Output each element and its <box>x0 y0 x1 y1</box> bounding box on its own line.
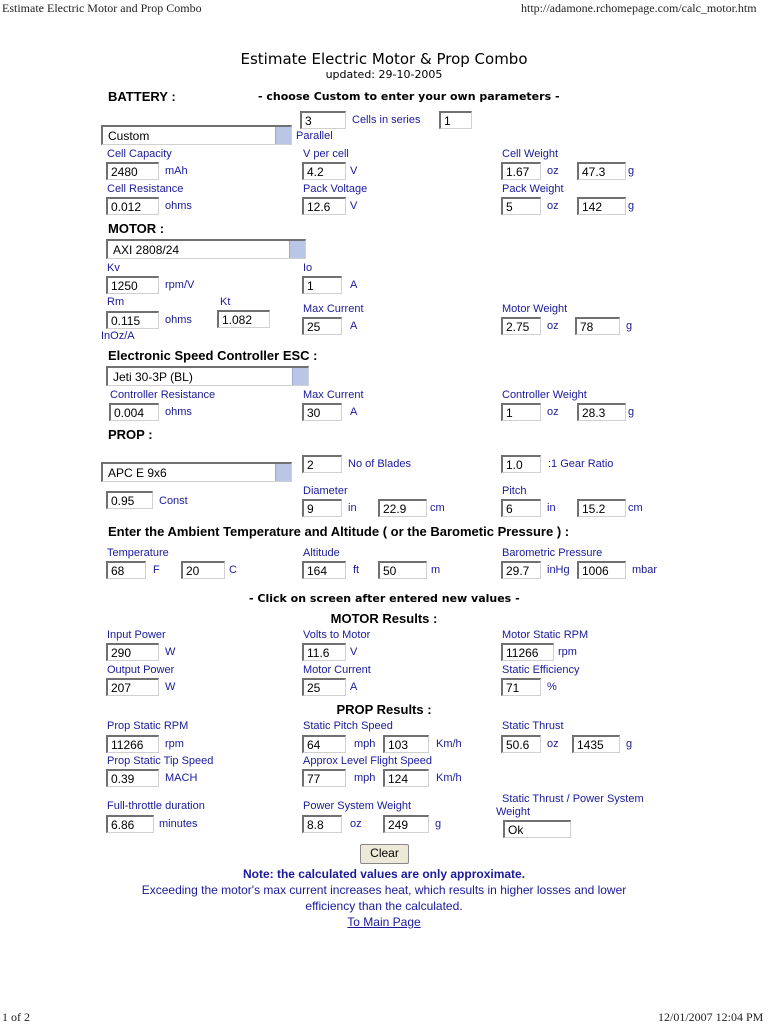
ohms-unit: ohms <box>165 406 192 418</box>
pack-weight-label: Pack Weight <box>502 183 564 195</box>
inoz-unit: InOz/A <box>101 330 135 342</box>
esc-max-current-label: Max Current <box>303 389 364 401</box>
kt-label: Kt <box>220 296 231 308</box>
mph-unit: mph <box>354 772 376 784</box>
esc-type-select[interactable] <box>106 366 309 386</box>
print-footer-page: 1 of 2 <box>2 1010 30 1024</box>
static-pitch-speed-mph-output: 64 <box>302 735 346 753</box>
battery-heading: BATTERY : <box>108 89 176 104</box>
system-weight-oz-output: 8.8 <box>302 815 342 833</box>
prop-heading: PROP : <box>108 427 153 442</box>
g-unit: g <box>435 818 442 830</box>
page-title: Estimate Electric Motor & Prop Combo <box>240 50 528 68</box>
g-unit: g <box>626 738 633 750</box>
input-power-label: Input Power <box>107 629 166 641</box>
v-per-cell-label: V per cell <box>303 148 349 160</box>
oz-unit: oz <box>350 818 362 830</box>
kv-input[interactable]: 1250 <box>106 276 159 294</box>
oz-unit: oz <box>547 738 559 750</box>
inhg-unit: inHg <box>547 564 570 576</box>
io-input[interactable]: 1 <box>302 276 342 294</box>
in-unit: in <box>547 502 556 514</box>
parallel-label: Parallel <box>296 130 333 142</box>
motor-static-rpm-output: 11266 <box>501 643 554 661</box>
prop-const-input[interactable]: 0.95 <box>106 491 153 509</box>
cell-weight-g-input[interactable]: 47.3 <box>577 162 626 180</box>
static-pitch-speed-kmh-output: 103 <box>383 735 429 753</box>
static-thrust-g-output: 1435 <box>572 735 620 753</box>
controller-resistance-input[interactable]: 0.004 <box>109 403 159 421</box>
temperature-f-input[interactable]: 68 <box>106 561 146 579</box>
barometric-inhg-input[interactable]: 29.7 <box>501 561 541 579</box>
static-thrust-label: Static Thrust <box>502 720 564 732</box>
tip-speed-output: 0.39 <box>106 769 159 787</box>
controller-weight-oz-input[interactable]: 1 <box>501 403 541 421</box>
motor-type-select[interactable] <box>106 239 306 259</box>
temperature-label: Temperature <box>107 547 169 559</box>
temperature-c-input[interactable]: 20 <box>181 561 225 579</box>
main-page-link[interactable]: To Main Page <box>347 915 421 929</box>
oz-unit: oz <box>547 165 559 177</box>
controller-resistance-label: Controller Resistance <box>110 389 216 401</box>
barometric-mbar-input[interactable]: 1006 <box>577 561 626 579</box>
controller-weight-label: Controller Weight <box>502 389 587 401</box>
rm-input[interactable]: 0.115 <box>106 311 159 329</box>
cell-weight-oz-input[interactable]: 1.67 <box>501 162 541 180</box>
v-unit: V <box>350 200 358 212</box>
esc-type-value: Jeti 30-3P (BL) <box>113 370 193 384</box>
cell-capacity-label: Cell Capacity <box>107 148 172 160</box>
print-header-url: http://adamone.rchomepage.com/calc_motor.htm <box>521 1 757 15</box>
altitude-ft-input[interactable]: 164 <box>302 561 346 579</box>
cell-resistance-input[interactable]: 0.012 <box>106 197 159 215</box>
pack-weight-oz-input[interactable]: 5 <box>501 197 541 215</box>
prop-results-heading: PROP Results : <box>336 702 432 717</box>
motor-max-current-label: Max Current <box>303 303 364 315</box>
blades-input[interactable]: 2 <box>302 455 342 473</box>
in-unit: in <box>348 502 357 514</box>
prop-static-rpm-label: Prop Static RPM <box>107 720 189 732</box>
approximate-note: Note: the calculated values are only approximate. <box>242 867 526 881</box>
kmh-unit: Km/h <box>436 738 462 750</box>
barometric-label: Barometric Pressure <box>502 547 603 559</box>
pitch-cm-input[interactable]: 15.2 <box>577 499 626 517</box>
static-efficiency-output: 71 <box>501 678 541 696</box>
tip-speed-label: Prop Static Tip Speed <box>107 755 214 767</box>
diameter-cm-input[interactable]: 22.9 <box>378 499 427 517</box>
print-footer-date: 12/01/2007 12:04 PM <box>658 1010 764 1024</box>
altitude-m-input[interactable]: 50 <box>378 561 427 579</box>
minutes-unit: minutes <box>159 818 198 830</box>
cell-capacity-unit: mAh <box>165 165 188 177</box>
flight-speed-kmh-output: 124 <box>383 769 429 787</box>
output-power-output: 207 <box>106 678 159 696</box>
pack-voltage-label: Pack Voltage <box>303 183 368 195</box>
altitude-label: Altitude <box>303 547 340 559</box>
input-power-output: 290 <box>106 643 159 661</box>
print-header-title: Estimate Electric Motor and Prop Combo <box>2 1 202 15</box>
ft-unit: ft <box>353 564 360 576</box>
warning-line-1: Exceeding the motor's max current increases heat, which results in higher losses and lower <box>141 883 627 897</box>
motor-max-current-input[interactable]: 25 <box>302 317 342 335</box>
a-unit: A <box>350 406 358 418</box>
duration-output: 6.86 <box>106 815 154 833</box>
system-weight-label: Power System Weight <box>303 800 412 812</box>
motor-results-heading: MOTOR Results : <box>330 611 438 626</box>
cells-series-input[interactable]: 3 <box>300 111 346 129</box>
battery-note: - choose Custom to enter your own parameters - <box>258 90 560 103</box>
pack-weight-g-input[interactable]: 142 <box>577 197 626 215</box>
oz-unit: oz <box>547 320 559 332</box>
system-weight-g-output: 249 <box>383 815 429 833</box>
rpm-unit: rpm <box>165 738 184 750</box>
m-unit: m <box>431 564 441 576</box>
ambient-heading: Enter the Ambient Temperature and Altitude ( or the Barometic Pressure ) : <box>108 524 570 539</box>
pitch-label: Pitch <box>502 485 527 497</box>
motor-weight-g-input[interactable]: 78 <box>575 317 620 335</box>
warning-line-2: efficiency than the calculated. <box>305 899 463 913</box>
w-unit: W <box>165 646 176 658</box>
blades-label: No of Blades <box>348 458 411 470</box>
clear-button[interactable]: Clear <box>360 844 409 864</box>
output-power-label: Output Power <box>107 664 175 676</box>
g-unit: g <box>628 406 635 418</box>
kt-input[interactable]: 1.082 <box>217 310 270 328</box>
cell-capacity-input[interactable]: 2480 <box>106 162 159 180</box>
dropdown-arrow-icon[interactable] <box>289 241 305 258</box>
duration-label: Full-throttle duration <box>107 800 205 812</box>
motor-current-label: Motor Current <box>303 664 371 676</box>
dropdown-arrow-icon[interactable] <box>275 464 291 481</box>
diameter-in-input[interactable]: 9 <box>302 499 342 517</box>
pitch-in-input[interactable]: 6 <box>501 499 541 517</box>
thrust-ratio-label: Static Thrust / Power System <box>502 793 644 805</box>
thrust-ratio-label-2: Weight <box>496 806 531 818</box>
thrust-ratio-output: Ok <box>503 820 571 838</box>
cells-series-label: Cells in series <box>352 114 421 126</box>
gear-ratio-input[interactable]: 1.0 <box>501 455 541 473</box>
kv-label: Kv <box>107 262 120 274</box>
controller-weight-g-input[interactable]: 28.3 <box>577 403 626 421</box>
motor-type-value: AXI 2808/24 <box>113 243 180 257</box>
f-unit: F <box>153 564 160 576</box>
g-unit: g <box>628 200 635 212</box>
cm-unit: cm <box>628 502 643 514</box>
mph-unit: mph <box>354 738 376 750</box>
updated-date: updated: 29-10-2005 <box>325 68 443 81</box>
esc-heading: Electronic Speed Controller ESC : <box>108 348 318 363</box>
a-unit: A <box>350 279 358 291</box>
cell-resistance-label: Cell Resistance <box>107 183 184 195</box>
v-unit: V <box>350 646 358 658</box>
motor-weight-label: Motor Weight <box>502 303 568 315</box>
prop-static-rpm-output: 11266 <box>106 735 159 753</box>
rm-label: Rm <box>107 296 125 308</box>
flight-speed-label: Approx Level Flight Speed <box>303 755 433 767</box>
io-label: Io <box>303 262 313 274</box>
g-unit: g <box>628 165 635 177</box>
click-note: - Click on screen after entered new values - <box>249 592 520 605</box>
gear-ratio-label: :1 Gear Ratio <box>548 458 614 470</box>
diameter-label: Diameter <box>303 485 348 497</box>
motor-heading: MOTOR : <box>108 221 165 236</box>
oz-unit: oz <box>547 406 559 418</box>
c-unit: C <box>229 564 237 576</box>
prop-const-label: Const <box>159 495 188 507</box>
parallel-input[interactable]: 1 <box>439 111 472 129</box>
v-per-cell-input[interactable]: 4.2 <box>302 162 346 180</box>
mbar-unit: mbar <box>632 564 658 576</box>
v-unit: V <box>350 165 358 177</box>
rpmv-unit: rpm/V <box>165 279 195 291</box>
rpm-unit: rpm <box>558 646 577 658</box>
battery-type-select[interactable] <box>101 125 292 145</box>
ohms-unit: ohms <box>165 200 192 212</box>
cm-unit: cm <box>430 502 445 514</box>
cell-weight-label: Cell Weight <box>502 148 559 160</box>
ohms-unit: ohms <box>165 314 192 326</box>
mach-unit: MACH <box>165 772 198 784</box>
a-unit: A <box>350 681 358 693</box>
dropdown-arrow-icon[interactable] <box>292 368 308 385</box>
volts-to-motor-output: 11.6 <box>302 643 346 661</box>
pack-voltage-input[interactable]: 12.6 <box>302 197 346 215</box>
battery-type-value: Custom <box>108 129 150 143</box>
a-unit: A <box>350 320 358 332</box>
dropdown-arrow-icon[interactable] <box>275 127 291 144</box>
percent-unit: % <box>547 681 557 693</box>
motor-current-output: 25 <box>302 678 346 696</box>
volts-to-motor-label: Volts to Motor <box>303 629 371 641</box>
w-unit: W <box>165 681 176 693</box>
motor-weight-oz-input[interactable]: 2.75 <box>501 317 541 335</box>
g-unit: g <box>626 320 633 332</box>
kmh-unit: Km/h <box>436 772 462 784</box>
flight-speed-mph-output: 77 <box>302 769 346 787</box>
motor-static-rpm-label: Motor Static RPM <box>502 629 589 641</box>
static-efficiency-label: Static Efficiency <box>502 664 580 676</box>
oz-unit: oz <box>547 200 559 212</box>
static-pitch-speed-label: Static Pitch Speed <box>303 720 393 732</box>
esc-max-current-input[interactable]: 30 <box>302 403 342 421</box>
static-thrust-oz-output: 50.6 <box>501 735 541 753</box>
prop-type-value: APC E 9x6 <box>108 466 167 480</box>
prop-type-select[interactable] <box>101 462 292 482</box>
